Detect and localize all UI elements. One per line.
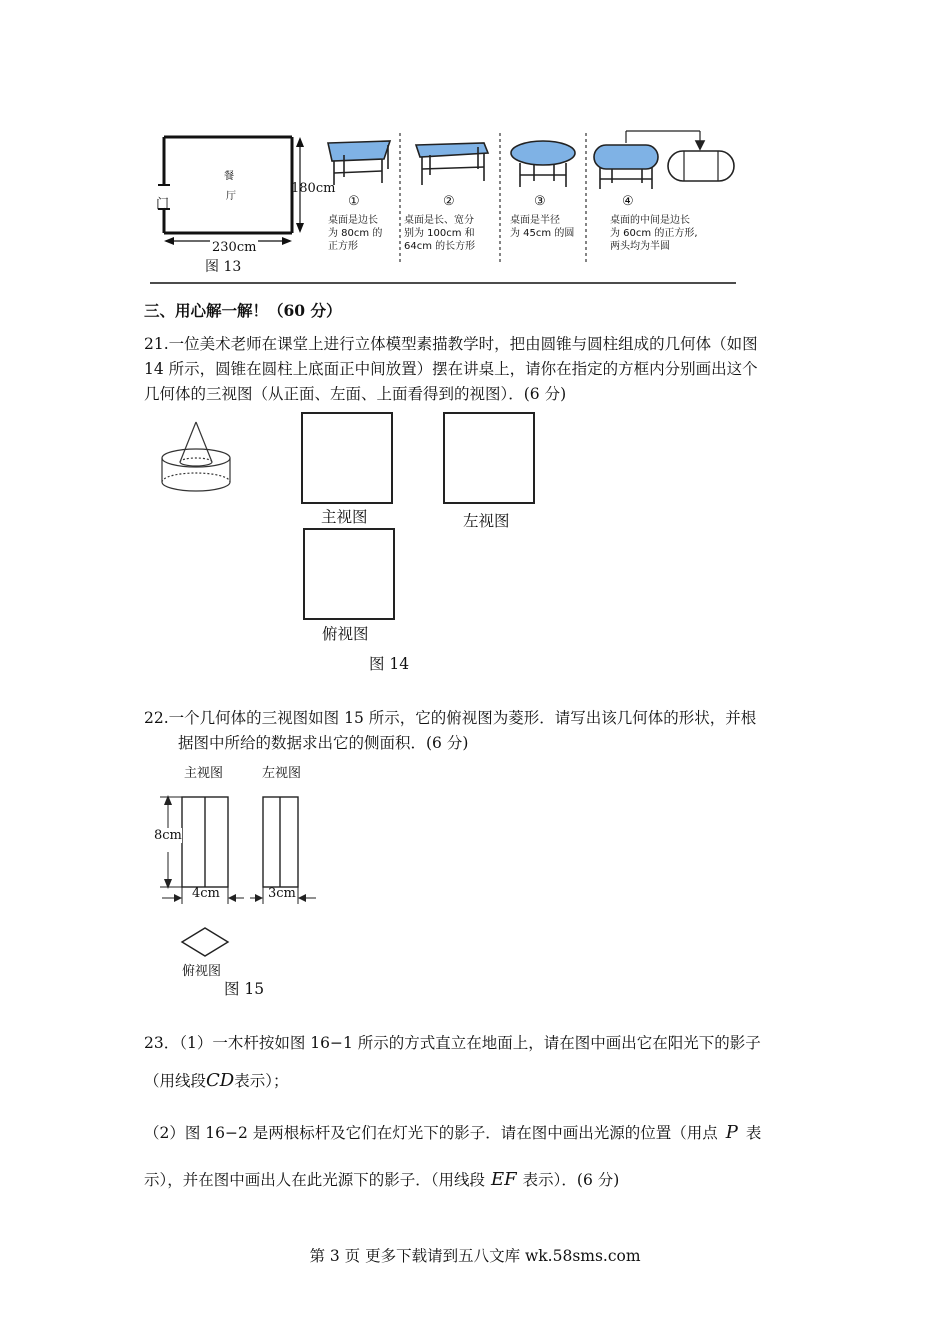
figure-14-solid [158, 418, 234, 496]
left-view-label: 左视图 [463, 512, 510, 530]
front-view-label: 主视图 [321, 508, 368, 526]
table-3-desc: 桌面是半径 为 45cm 的圆 [510, 215, 575, 239]
figure-13-caption: 图 13 [205, 259, 242, 275]
table-1-drawing [328, 141, 390, 185]
height-dim-arrow-bottom [296, 223, 304, 233]
table-2-number: ② [443, 194, 455, 209]
table-3-number: ③ [534, 194, 546, 209]
top-view-label: 俯视图 [322, 625, 369, 643]
table-1-desc: 桌面是边长 为 80cm 的 正方形 [328, 215, 383, 252]
fig15-left-label: 左视图 [262, 766, 302, 781]
fig15-height-dim: 8cm [154, 828, 182, 843]
fig15-front-label: 主视图 [184, 766, 224, 781]
figure-14-caption: 图 14 [369, 655, 410, 673]
height-dim-arrow-top [296, 137, 304, 147]
table-4-drawing [594, 131, 734, 189]
q23-line-3: （2）图 16−2 是两根标杆及它们在灯光下的影子．请在图中画出光源的位置（用点 P 表 [144, 1122, 762, 1143]
table-2-desc: 桌面是长、宽分 别为 100cm 和 64cm 的长方形 [404, 215, 476, 252]
q21-text: 21.一位美术老师在课堂上进行立体模型素描教学时，把由圆锥与圆柱组成的几何体（如图 14 所示，圆锥在圆柱上底面正中间放置）摆在讲桌上，请你在指定的方框内分别画出这个 几何体的三视图（从正面、左面、上面看得到的视图）．(6 分) [144, 335, 758, 403]
width-dim-arrow-right [282, 237, 292, 245]
q23-line-4: 示），并在图中画出人在此光源下的影子．（用线段 EF 表示）．(6 分) [144, 1169, 620, 1190]
page-footer: 第 3 页 更多下载请到五八文库 wk.58sms.com [309, 1247, 641, 1265]
room-height-dim: 180cm [291, 181, 336, 196]
table-4-desc: 桌面的中间是边长 为 60cm 的正方形, 两头均为半圆 [610, 215, 698, 252]
q23-line-2: （用线段CD表示）； [144, 1070, 289, 1091]
top-view-box[interactable] [303, 528, 395, 620]
fig15-front-width-dim: 4cm [192, 886, 220, 901]
left-view-box[interactable] [443, 412, 535, 504]
segment-cd: CD [206, 1070, 235, 1091]
table-3-drawing [511, 141, 575, 187]
q22-text: 22.一个几何体的三视图如图 15 所示，它的俯视图为菱形．请写出该几何体的形状，并根 据图中所给的数据求出它的侧面积．(6 分) [144, 709, 757, 752]
section-3-title: 三、用心解一解！（60 分） [144, 301, 342, 320]
figure-15-caption: 图 15 [224, 980, 265, 998]
room-label-1: 餐 [224, 171, 234, 182]
table-1-number: ① [348, 194, 360, 209]
table-2-drawing [416, 143, 488, 185]
front-view-box[interactable] [301, 412, 393, 504]
point-p: P [725, 1122, 738, 1143]
figure-15-views [150, 790, 325, 960]
width-dim-arrow-left [164, 237, 174, 245]
q23-line-1: 23．（1）一木杆按如图 16−1 所示的方式直立在地面上，请在图中画出它在阳光下的影子 [144, 1034, 761, 1052]
fig15-top-label: 俯视图 [182, 964, 222, 979]
room-label-2: 厅 [226, 191, 236, 202]
room-width-dim: 230cm [212, 240, 257, 255]
segment-ef: EF [491, 1169, 517, 1190]
fig15-left-width-dim: 3cm [268, 886, 296, 901]
table-4-number: ④ [622, 194, 634, 209]
door-label: 门 [156, 197, 170, 212]
